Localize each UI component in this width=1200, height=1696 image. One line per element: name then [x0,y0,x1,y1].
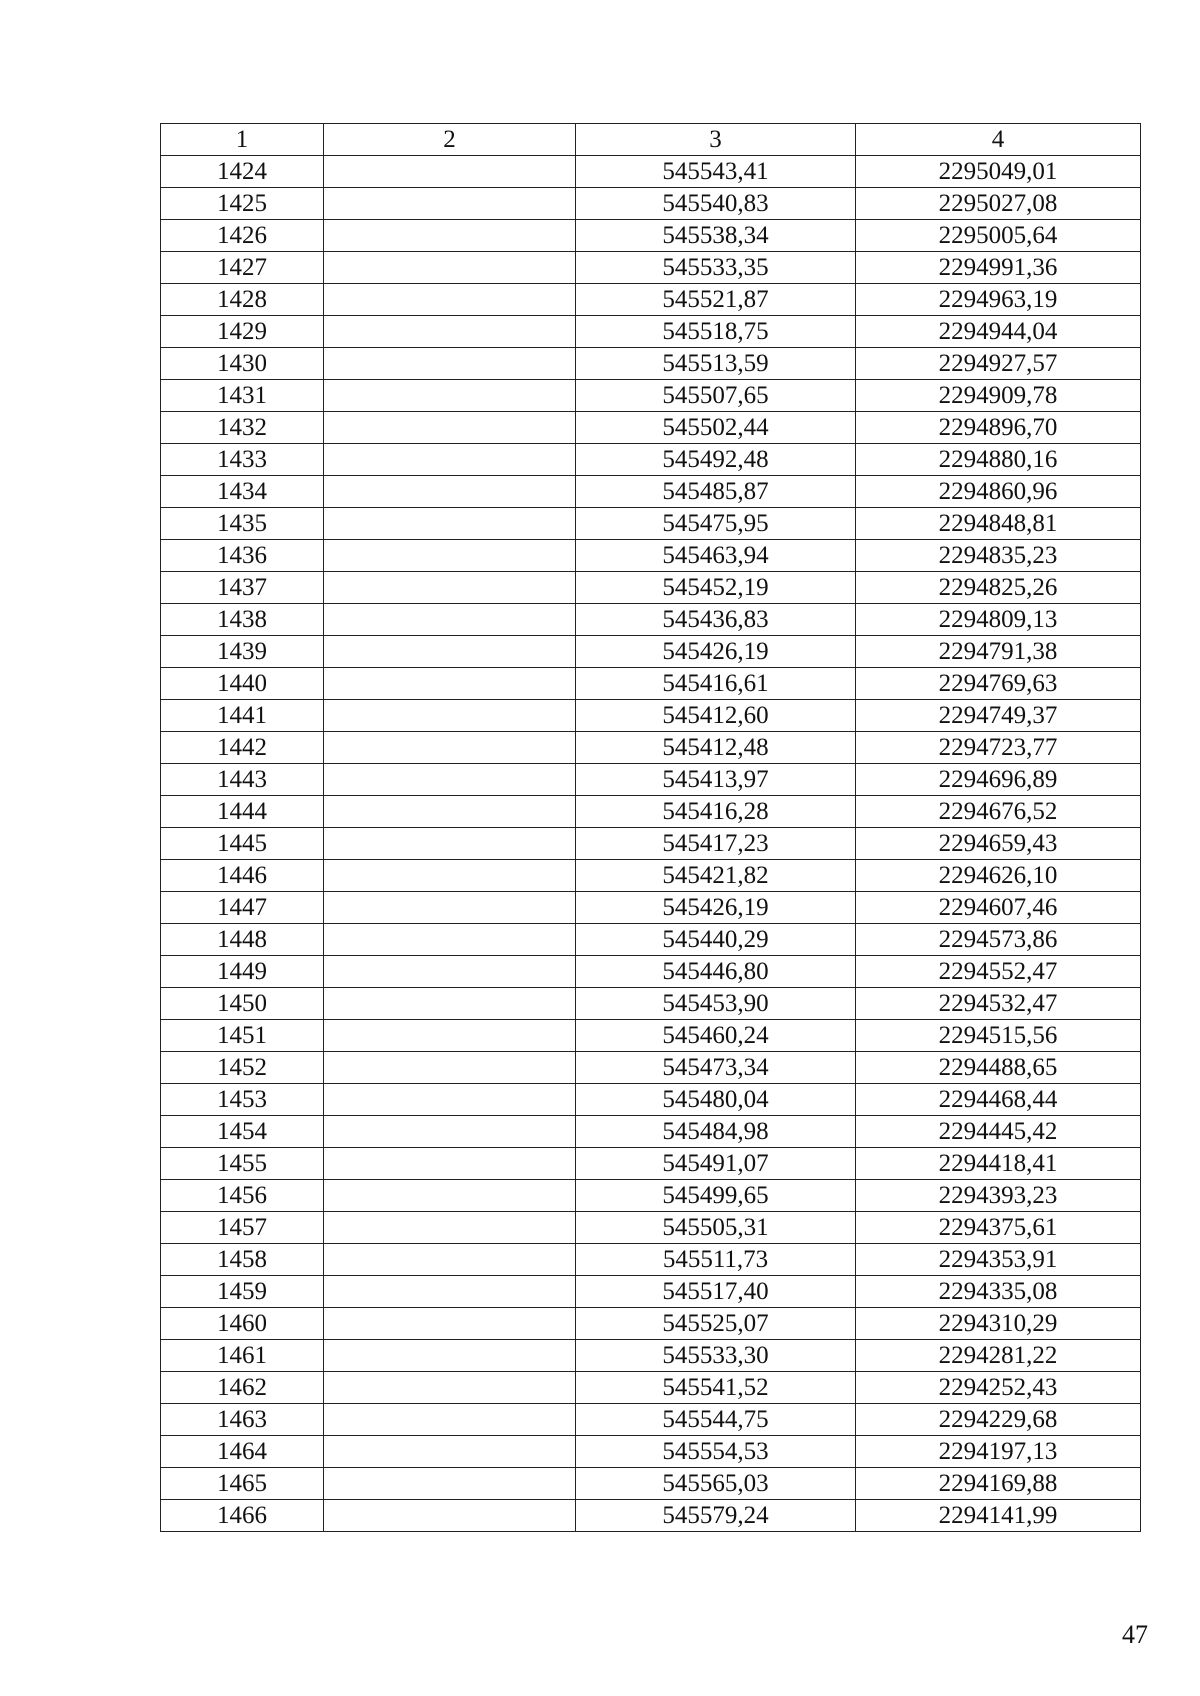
coordinates-table [160,123,1141,1532]
table-row [161,380,1141,412]
table-cell [324,1212,576,1244]
table-row [161,1084,1141,1116]
table-cell: 545412,60 [576,700,856,732]
table-body [161,156,1141,1532]
table-cell: 545446,80 [576,956,856,988]
table-row [161,1436,1141,1468]
table-cell: 2294468,44 [856,1084,1141,1116]
table-cell: 1458 [161,1244,324,1276]
table-cell: 2295027,08 [856,188,1141,220]
table-cell: 2294835,23 [856,540,1141,572]
table-row [161,1340,1141,1372]
table-row [161,892,1141,924]
table-row [161,476,1141,508]
table-cell: 545502,44 [576,412,856,444]
table-cell [324,316,576,348]
table-cell: 2294607,46 [856,892,1141,924]
table-cell: 2294991,36 [856,252,1141,284]
table-cell: 2294880,16 [856,444,1141,476]
table-cell: 1438 [161,604,324,636]
table-cell: 1459 [161,1276,324,1308]
table-cell: 545426,19 [576,892,856,924]
table-cell [324,892,576,924]
table-cell: 2294418,41 [856,1148,1141,1180]
table-row [161,1020,1141,1052]
table-cell: 545525,07 [576,1308,856,1340]
table-cell [324,476,576,508]
table-row [161,828,1141,860]
page-number: 47 [1122,1620,1148,1649]
table-cell: 545412,48 [576,732,856,764]
table-cell [324,924,576,956]
table-cell: 2294791,38 [856,636,1141,668]
table-cell: 2294626,10 [856,860,1141,892]
table-cell: 2294769,63 [856,668,1141,700]
table-cell [324,540,576,572]
table-row [161,1212,1141,1244]
table-cell [324,988,576,1020]
table-cell: 545492,48 [576,444,856,476]
table-row [161,540,1141,572]
table-row [161,220,1141,252]
table-cell: 1449 [161,956,324,988]
table-cell: 1460 [161,1308,324,1340]
table-cell [324,508,576,540]
table-cell: 2295005,64 [856,220,1141,252]
table-cell [324,1468,576,1500]
table-cell: 545426,19 [576,636,856,668]
table-cell: 1450 [161,988,324,1020]
table-cell: 2294445,42 [856,1116,1141,1148]
table-cell [324,412,576,444]
table-cell [324,1340,576,1372]
table-cell: 545505,31 [576,1212,856,1244]
table-cell: 1464 [161,1436,324,1468]
table-cell: 1451 [161,1020,324,1052]
table-cell [324,1148,576,1180]
table-row [161,700,1141,732]
table-cell: 545453,90 [576,988,856,1020]
table-row [161,1468,1141,1500]
table-cell: 1445 [161,828,324,860]
table-cell: 2294825,26 [856,572,1141,604]
table-cell: 545579,24 [576,1500,856,1532]
table-cell: 545463,94 [576,540,856,572]
table-cell: 2294696,89 [856,764,1141,796]
table-cell: 2294515,56 [856,1020,1141,1052]
table-cell [324,188,576,220]
table-cell: 2294573,86 [856,924,1141,956]
table-row [161,1404,1141,1436]
table-cell: 2294723,77 [856,732,1141,764]
table-row [161,636,1141,668]
table-cell [324,636,576,668]
table-cell: 1448 [161,924,324,956]
table-cell: 545543,41 [576,156,856,188]
table-row [161,956,1141,988]
table-row [161,284,1141,316]
table-row [161,156,1141,188]
table-cell: 545513,59 [576,348,856,380]
table-cell: 1463 [161,1404,324,1436]
table-cell [324,732,576,764]
table-cell [324,1404,576,1436]
table-cell [324,1052,576,1084]
table-cell: 2294532,47 [856,988,1141,1020]
table-cell: 545421,82 [576,860,856,892]
table-cell [324,956,576,988]
column-header: 2 [324,124,576,156]
table-cell [324,1020,576,1052]
table-cell: 2294393,23 [856,1180,1141,1212]
table-cell: 2294252,43 [856,1372,1141,1404]
table-cell: 545533,30 [576,1340,856,1372]
table-cell: 2294809,13 [856,604,1141,636]
table-cell: 1462 [161,1372,324,1404]
table-cell [324,1436,576,1468]
table-cell: 2294335,08 [856,1276,1141,1308]
table-row [161,988,1141,1020]
table-cell [324,1084,576,1116]
table-cell: 545554,53 [576,1436,856,1468]
table-cell: 1455 [161,1148,324,1180]
column-header: 1 [161,124,324,156]
table-cell: 1431 [161,380,324,412]
table-cell: 2294848,81 [856,508,1141,540]
table-cell: 2294944,04 [856,316,1141,348]
table-row [161,1308,1141,1340]
table-cell: 1456 [161,1180,324,1212]
table-cell: 2294375,61 [856,1212,1141,1244]
table-cell: 1426 [161,220,324,252]
table-cell: 545541,52 [576,1372,856,1404]
table-cell: 2294141,99 [856,1500,1141,1532]
table-cell: 545507,65 [576,380,856,412]
table-cell: 1435 [161,508,324,540]
table-cell: 545540,83 [576,188,856,220]
table-cell: 545413,97 [576,764,856,796]
table-cell: 2294927,57 [856,348,1141,380]
table-cell: 545491,07 [576,1148,856,1180]
table-cell: 2294676,52 [856,796,1141,828]
table-cell: 545511,73 [576,1244,856,1276]
table-cell: 1466 [161,1500,324,1532]
table-row [161,1372,1141,1404]
table-row [161,412,1141,444]
table-cell: 1429 [161,316,324,348]
table-cell: 545533,35 [576,252,856,284]
table-row [161,572,1141,604]
table-cell [324,1500,576,1532]
table-cell: 2294552,47 [856,956,1141,988]
table-cell: 2294488,65 [856,1052,1141,1084]
table-cell [324,1276,576,1308]
table-cell: 2294353,91 [856,1244,1141,1276]
table-cell [324,860,576,892]
table-cell [324,1180,576,1212]
table-row [161,1116,1141,1148]
table-cell: 1428 [161,284,324,316]
table-row [161,188,1141,220]
table-cell: 2294659,43 [856,828,1141,860]
table-row [161,1180,1141,1212]
table-cell [324,348,576,380]
table-cell [324,1116,576,1148]
table-cell [324,572,576,604]
table-cell: 1433 [161,444,324,476]
table-row [161,668,1141,700]
table-cell: 2294909,78 [856,380,1141,412]
table-cell: 1446 [161,860,324,892]
table-cell [324,156,576,188]
table-row [161,764,1141,796]
table-cell [324,252,576,284]
table-cell [324,604,576,636]
table-cell: 1430 [161,348,324,380]
table-row [161,316,1141,348]
column-header: 4 [856,124,1141,156]
table-cell: 545485,87 [576,476,856,508]
table-cell [324,1244,576,1276]
table-cell: 1442 [161,732,324,764]
table-cell: 2294169,88 [856,1468,1141,1500]
table-row [161,924,1141,956]
table-row [161,348,1141,380]
table-cell: 545517,40 [576,1276,856,1308]
table-cell: 545565,03 [576,1468,856,1500]
table-cell: 1444 [161,796,324,828]
table-cell: 545440,29 [576,924,856,956]
table-cell: 1441 [161,700,324,732]
table-cell [324,444,576,476]
table-cell: 2294229,68 [856,1404,1141,1436]
table-cell: 1453 [161,1084,324,1116]
table-row [161,1244,1141,1276]
table-cell: 2294281,22 [856,1340,1141,1372]
table-cell [324,828,576,860]
table-cell: 1452 [161,1052,324,1084]
table-cell: 1440 [161,668,324,700]
table-row [161,508,1141,540]
table-cell: 2294963,19 [856,284,1141,316]
table-cell: 545475,95 [576,508,856,540]
table-row [161,1276,1141,1308]
table-cell: 2295049,01 [856,156,1141,188]
table-cell [324,220,576,252]
table-cell: 1439 [161,636,324,668]
table-row [161,732,1141,764]
table-row [161,444,1141,476]
table-row [161,1052,1141,1084]
table-row [161,1148,1141,1180]
table-cell: 2294310,29 [856,1308,1141,1340]
table-cell: 545452,19 [576,572,856,604]
table-cell [324,1372,576,1404]
table-cell: 2294749,37 [856,700,1141,732]
table-cell [324,668,576,700]
table-cell: 545538,34 [576,220,856,252]
table-cell [324,284,576,316]
table-cell: 1437 [161,572,324,604]
table-cell: 1465 [161,1468,324,1500]
table-cell: 545499,65 [576,1180,856,1212]
table-row [161,1500,1141,1532]
table-header-row [161,124,1141,156]
table-cell: 1443 [161,764,324,796]
table-cell [324,764,576,796]
table-row [161,860,1141,892]
table-cell [324,1308,576,1340]
table-cell: 1425 [161,188,324,220]
table-row [161,796,1141,828]
table-cell: 1454 [161,1116,324,1148]
table-cell: 1427 [161,252,324,284]
table-cell: 1436 [161,540,324,572]
table-cell: 1457 [161,1212,324,1244]
table-cell: 545518,75 [576,316,856,348]
table-cell: 545436,83 [576,604,856,636]
table-cell: 2294860,96 [856,476,1141,508]
table-cell [324,796,576,828]
table-cell: 2294197,13 [856,1436,1141,1468]
table-cell: 1424 [161,156,324,188]
table-cell: 545416,61 [576,668,856,700]
table-cell: 545416,28 [576,796,856,828]
table-row [161,252,1141,284]
table-cell: 1461 [161,1340,324,1372]
table-cell: 545544,75 [576,1404,856,1436]
table-cell: 545480,04 [576,1084,856,1116]
table-cell: 545473,34 [576,1052,856,1084]
table-cell [324,380,576,412]
column-header: 3 [576,124,856,156]
table-cell: 2294896,70 [856,412,1141,444]
table-cell: 1432 [161,412,324,444]
table-cell: 545460,24 [576,1020,856,1052]
table-cell: 545521,87 [576,284,856,316]
table-cell: 545417,23 [576,828,856,860]
table-cell: 1447 [161,892,324,924]
table-cell: 545484,98 [576,1116,856,1148]
table-cell: 1434 [161,476,324,508]
table-cell [324,700,576,732]
table-row [161,604,1141,636]
